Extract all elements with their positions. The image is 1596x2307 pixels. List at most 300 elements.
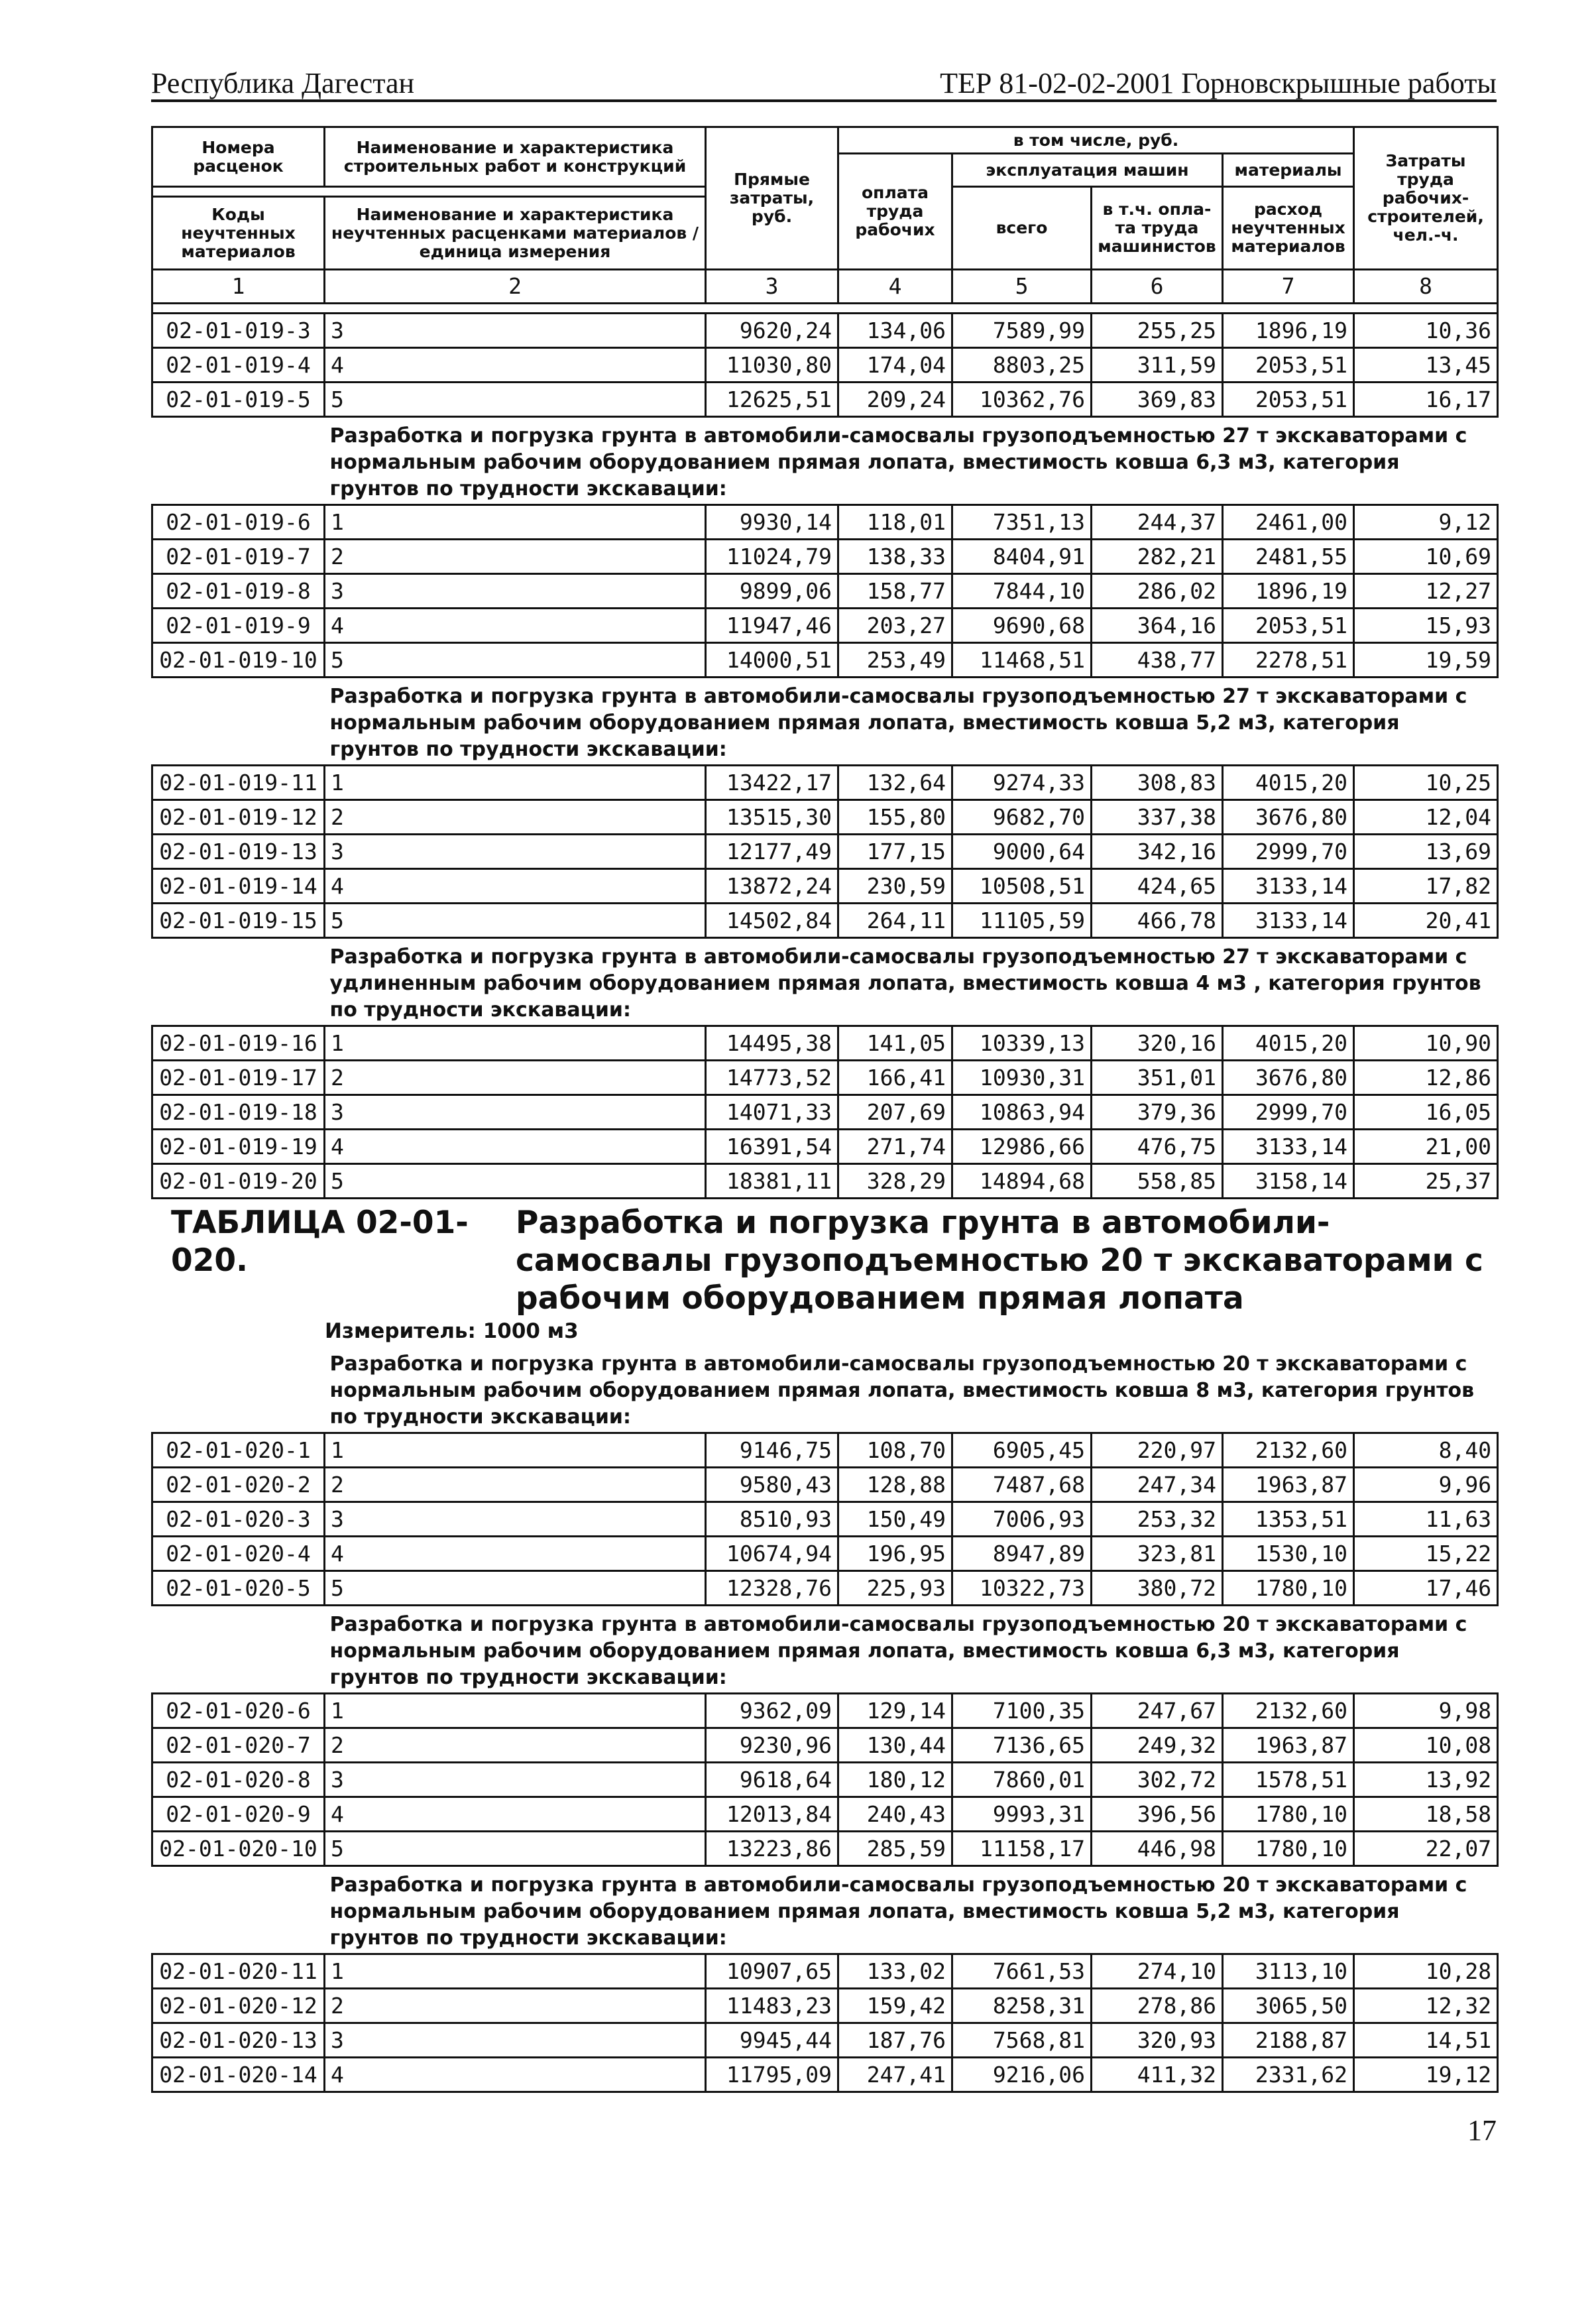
- table-cell: 2999,70: [1223, 1095, 1354, 1130]
- table-cell: 6905,45: [952, 1433, 1092, 1468]
- group-indent: [152, 678, 325, 766]
- group-header-row: [152, 678, 1498, 766]
- table-cell: 13,45: [1354, 348, 1498, 383]
- table-row: [152, 348, 1498, 383]
- table-cell: 1: [325, 1954, 706, 1989]
- table-cell: 2331,62: [1223, 2058, 1354, 2092]
- table-cell: 9690,68: [952, 609, 1092, 643]
- table-row: [152, 1832, 1498, 1866]
- table-cell: 10674,94: [706, 1537, 838, 1571]
- running-header: [151, 66, 1497, 102]
- table-row: [152, 1954, 1498, 1989]
- table-cell: 2053,51: [1223, 348, 1354, 383]
- table-cell: 3: [325, 2023, 706, 2058]
- table-cell: 108,70: [838, 1433, 952, 1468]
- table-cell: 2: [325, 540, 706, 574]
- table-cell: 337,38: [1092, 800, 1223, 835]
- table-row: [152, 2023, 1498, 2058]
- table-cell: 15,93: [1354, 609, 1498, 643]
- table-cell: 320,93: [1092, 2023, 1223, 2058]
- table-cell: 11158,17: [952, 1832, 1092, 1866]
- table-cell: 3133,14: [1223, 904, 1354, 938]
- table-cell: 22,07: [1354, 1832, 1498, 1866]
- table-cell: 9146,75: [706, 1433, 838, 1468]
- col-head-vtom: в том числе, руб.: [838, 127, 1354, 154]
- table-cell: 446,98: [1092, 1832, 1223, 1866]
- table-cell: 1: [325, 1694, 706, 1728]
- table-cell: 351,01: [1092, 1061, 1223, 1095]
- table-cell: 187,76: [838, 2023, 952, 2058]
- table-cell: 380,72: [1092, 1571, 1223, 1606]
- table-cell: 11,63: [1354, 1502, 1498, 1537]
- table-cell: 16391,54: [706, 1130, 838, 1164]
- table-cell: 02-01-019-13: [152, 835, 325, 869]
- table-cell: 14,51: [1354, 2023, 1498, 2058]
- table-cell: 9,96: [1354, 1468, 1498, 1502]
- table-cell: 130,44: [838, 1728, 952, 1763]
- table-cell: 9274,33: [952, 766, 1092, 800]
- table-cell: 411,32: [1092, 2058, 1223, 2092]
- table-cell: 10907,65: [706, 1954, 838, 1989]
- table-title-block: [171, 1204, 1497, 1317]
- table-cell: 466,78: [1092, 904, 1223, 938]
- table-cell: 8510,93: [706, 1502, 838, 1537]
- table-cell: 328,29: [838, 1164, 952, 1199]
- col-num: 5: [952, 270, 1092, 304]
- table-cell: 285,59: [838, 1832, 952, 1866]
- col-head-zatraty: Затраты труда рабочих-строителей, чел.-ч.: [1354, 127, 1498, 270]
- table-cell: 9,12: [1354, 505, 1498, 540]
- table-cell: 128,88: [838, 1468, 952, 1502]
- header-document-code: ТЕР 81-02-02-2001 Горновскрышные работы: [940, 67, 1497, 99]
- header-divider: [152, 304, 1498, 314]
- group-title: Разработка и погрузка грунта в автомобили-самосвалы грузоподъемностью 20 т экскаваторами с нормальным рабочим оборудованием прямая лопата, вместимость ковша 8 м3, категория грунтов по трудности экскавации:: [325, 1346, 1498, 1433]
- table-cell: 02-01-019-8: [152, 574, 325, 609]
- table-cell: 2053,51: [1223, 383, 1354, 417]
- table-cell: 220,97: [1092, 1433, 1223, 1468]
- table-cell: 308,83: [1092, 766, 1223, 800]
- table-cell: 4: [325, 1797, 706, 1832]
- table-cell: 02-01-019-7: [152, 540, 325, 574]
- table-cell: 10362,76: [952, 383, 1092, 417]
- table-cell: 02-01-019-4: [152, 348, 325, 383]
- table-cell: 10,08: [1354, 1728, 1498, 1763]
- table-cell: 2461,00: [1223, 505, 1354, 540]
- table-cell: 1578,51: [1223, 1763, 1354, 1797]
- table-cell: 3: [325, 314, 706, 348]
- table-cell: 11483,23: [706, 1989, 838, 2023]
- table-row: [152, 800, 1498, 835]
- table-row: [152, 2058, 1498, 2092]
- table-cell: 12,27: [1354, 574, 1498, 609]
- table-cell: 12328,76: [706, 1571, 838, 1606]
- table-cell: 2132,60: [1223, 1694, 1354, 1728]
- table-cell: 1963,87: [1223, 1728, 1354, 1763]
- table-cell: 13,92: [1354, 1763, 1498, 1797]
- table-cell: 1780,10: [1223, 1571, 1354, 1606]
- table-row: [152, 1433, 1498, 1468]
- col-head-rashod: расход неучтенных материалов: [1223, 187, 1354, 270]
- table-row: [152, 1468, 1498, 1502]
- table-cell: 247,34: [1092, 1468, 1223, 1502]
- table-cell: 369,83: [1092, 383, 1223, 417]
- table-cell: 5: [325, 383, 706, 417]
- col-head-pryamye: Прямые затраты, руб.: [706, 127, 838, 270]
- table-cell: 240,43: [838, 1797, 952, 1832]
- table-cell: 3113,10: [1223, 1954, 1354, 1989]
- table-cell: 02-01-020-5: [152, 1571, 325, 1606]
- table-cell: 1780,10: [1223, 1797, 1354, 1832]
- col-head-vtch: в т.ч. опла-та труда машинистов: [1092, 187, 1223, 270]
- table-cell: 134,06: [838, 314, 952, 348]
- table-cell: 8258,31: [952, 1989, 1092, 2023]
- table-cell: 17,46: [1354, 1571, 1498, 1606]
- table-cell: 247,41: [838, 2058, 952, 2092]
- col-head-naim1: Наименование и характеристика строительных работ и конструкций: [325, 127, 706, 187]
- table-cell: 379,36: [1092, 1095, 1223, 1130]
- table-cell: 133,02: [838, 1954, 952, 1989]
- group-header-row: [152, 938, 1498, 1026]
- col-head-nomera: Номера расценок: [152, 127, 325, 187]
- table-cell: 342,16: [1092, 835, 1223, 869]
- table-row: [152, 1095, 1498, 1130]
- table-cell: 11947,46: [706, 609, 838, 643]
- table-cell: 17,82: [1354, 869, 1498, 904]
- table-cell: 20,41: [1354, 904, 1498, 938]
- table-cell: 5: [325, 643, 706, 678]
- table-cell: 11030,80: [706, 348, 838, 383]
- table-cell: 271,74: [838, 1130, 952, 1164]
- table-cell: 10,36: [1354, 314, 1498, 348]
- table-cell: 3133,14: [1223, 1130, 1354, 1164]
- table-cell: 1963,87: [1223, 1468, 1354, 1502]
- table-cell: 196,95: [838, 1537, 952, 1571]
- table-cell: 13872,24: [706, 869, 838, 904]
- table-cell: 158,77: [838, 574, 952, 609]
- table-cell: 02-01-019-11: [152, 766, 325, 800]
- table-cell: 4: [325, 869, 706, 904]
- table-cell: 12986,66: [952, 1130, 1092, 1164]
- table-cell: 10,69: [1354, 540, 1498, 574]
- table-cell: 2: [325, 1061, 706, 1095]
- table-cell: 12,86: [1354, 1061, 1498, 1095]
- table-cell: 3676,80: [1223, 800, 1354, 835]
- table-cell: 5: [325, 904, 706, 938]
- table-row: [152, 1164, 1498, 1199]
- group-indent: [152, 1346, 325, 1433]
- table-cell: 7844,10: [952, 574, 1092, 609]
- table-cell: 264,11: [838, 904, 952, 938]
- table-cell: 2: [325, 1468, 706, 1502]
- table-cell: 8803,25: [952, 348, 1092, 383]
- table-cell: 9899,06: [706, 574, 838, 609]
- table-cell: 3: [325, 835, 706, 869]
- header-region: Республика Дагестан: [151, 67, 415, 99]
- table-cell: 9230,96: [706, 1728, 838, 1763]
- col-num: 8: [1354, 270, 1498, 304]
- table-cell: 8404,91: [952, 540, 1092, 574]
- table-cell: 02-01-019-17: [152, 1061, 325, 1095]
- col-head-naim2: Наименование и характеристика неучтенных расценками материалов / единица измерения: [325, 197, 706, 270]
- table-cell: 286,02: [1092, 574, 1223, 609]
- table-cell: 02-01-020-8: [152, 1763, 325, 1797]
- group-header-row: [152, 1346, 1498, 1433]
- table-cell: 02-01-020-4: [152, 1537, 325, 1571]
- table-cell: 9930,14: [706, 505, 838, 540]
- table-cell: 180,12: [838, 1763, 952, 1797]
- table-cell: 2278,51: [1223, 643, 1354, 678]
- table-cell: 320,16: [1092, 1026, 1223, 1061]
- table-cell: 9620,24: [706, 314, 838, 348]
- table-cell: 253,49: [838, 643, 952, 678]
- table-cell: 7487,68: [952, 1468, 1092, 1502]
- table-body: [152, 314, 1498, 1199]
- table-cell: 4: [325, 609, 706, 643]
- table-cell: 5: [325, 1832, 706, 1866]
- table-row: [152, 314, 1498, 348]
- table-row: [152, 1763, 1498, 1797]
- table-cell: 13223,86: [706, 1832, 838, 1866]
- table-cell: 7661,53: [952, 1954, 1092, 1989]
- table-cell: 13422,17: [706, 766, 838, 800]
- table-cell: 1: [325, 1026, 706, 1061]
- table-row: [152, 1989, 1498, 2023]
- table-row: [152, 835, 1498, 869]
- table-row: [152, 1026, 1498, 1061]
- table-cell: 02-01-019-3: [152, 314, 325, 348]
- table-cell: 2481,55: [1223, 540, 1354, 574]
- table-cell: 02-01-019-12: [152, 800, 325, 835]
- table-cell: 10,28: [1354, 1954, 1498, 1989]
- rates-table-02-01-019: [151, 126, 1499, 1199]
- table-row: [152, 1061, 1498, 1095]
- table-cell: 02-01-019-15: [152, 904, 325, 938]
- table-cell: 244,37: [1092, 505, 1223, 540]
- table-cell: 10,90: [1354, 1026, 1498, 1061]
- table-cell: 9580,43: [706, 1468, 838, 1502]
- table-cell: 14773,52: [706, 1061, 838, 1095]
- table-cell: 2132,60: [1223, 1433, 1354, 1468]
- col-num: 6: [1092, 270, 1223, 304]
- table-cell: 1896,19: [1223, 314, 1354, 348]
- table-cell: 02-01-019-18: [152, 1095, 325, 1130]
- table-cell: 138,33: [838, 540, 952, 574]
- table-cell: 02-01-020-12: [152, 1989, 325, 2023]
- table-cell: 1: [325, 1433, 706, 1468]
- table-cell: 12013,84: [706, 1797, 838, 1832]
- table-cell: 396,56: [1092, 1797, 1223, 1832]
- group-indent: [152, 1866, 325, 1954]
- table-cell: 18,58: [1354, 1797, 1498, 1832]
- table-cell: 02-01-019-16: [152, 1026, 325, 1061]
- table-row: [152, 1502, 1498, 1537]
- table-cell: 3676,80: [1223, 1061, 1354, 1095]
- table-cell: 558,85: [1092, 1164, 1223, 1199]
- table-cell: 14000,51: [706, 643, 838, 678]
- table-cell: 7589,99: [952, 314, 1092, 348]
- table-row: [152, 505, 1498, 540]
- table-cell: 14495,38: [706, 1026, 838, 1061]
- group-indent: [152, 417, 325, 505]
- table-cell: 364,16: [1092, 609, 1223, 643]
- table-cell: 02-01-020-11: [152, 1954, 325, 1989]
- table-row: [152, 1797, 1498, 1832]
- header-divider: [152, 187, 706, 197]
- table-cell: 225,93: [838, 1571, 952, 1606]
- table-cell: 11795,09: [706, 2058, 838, 2092]
- table-cell: 118,01: [838, 505, 952, 540]
- table-cell: 18381,11: [706, 1164, 838, 1199]
- table-cell: 02-01-020-13: [152, 2023, 325, 2058]
- table-cell: 10,25: [1354, 766, 1498, 800]
- table-row: [152, 766, 1498, 800]
- col-num: 7: [1223, 270, 1354, 304]
- table-cell: 2188,87: [1223, 2023, 1354, 2058]
- table-cell: 12177,49: [706, 835, 838, 869]
- table-cell: 282,21: [1092, 540, 1223, 574]
- group-title: Разработка и погрузка грунта в автомобили-самосвалы грузоподъемностью 27 т экскаваторами с нормальным рабочим оборудованием прямая лопата, вместимость ковша 5,2 м3, категория грунтов по трудности экскавации:: [325, 678, 1498, 766]
- table-cell: 02-01-019-5: [152, 383, 325, 417]
- table-cell: 11468,51: [952, 643, 1092, 678]
- table-cell: 4015,20: [1223, 1026, 1354, 1061]
- table-cell: 3: [325, 1502, 706, 1537]
- group-header-row: [152, 1606, 1498, 1694]
- table-header: [152, 127, 1498, 314]
- col-num: 3: [706, 270, 838, 304]
- table-cell: 13515,30: [706, 800, 838, 835]
- table-cell: 1780,10: [1223, 1832, 1354, 1866]
- table-cell: 02-01-019-20: [152, 1164, 325, 1199]
- table-cell: 7568,81: [952, 2023, 1092, 2058]
- table-cell: 02-01-019-14: [152, 869, 325, 904]
- table-cell: 323,81: [1092, 1537, 1223, 1571]
- table-cell: 12625,51: [706, 383, 838, 417]
- table-cell: 302,72: [1092, 1763, 1223, 1797]
- col-head-kody: Коды неучтенных материалов: [152, 197, 325, 270]
- table-cell: 141,05: [838, 1026, 952, 1061]
- table-cell: 1896,19: [1223, 574, 1354, 609]
- table-cell: 159,42: [838, 1989, 952, 2023]
- table-row: [152, 1130, 1498, 1164]
- table-cell: 3158,14: [1223, 1164, 1354, 1199]
- table-cell: 7100,35: [952, 1694, 1092, 1728]
- table-cell: 129,14: [838, 1694, 952, 1728]
- group-title: Разработка и погрузка грунта в автомобили-самосвалы грузоподъемностью 27 т экскаваторами с нормальным рабочим оборудованием прямая лопата, вместимость ковша 6,3 м3, категория грунтов по трудности экскавации:: [325, 417, 1498, 505]
- table-cell: 3: [325, 1763, 706, 1797]
- table-cell: 7351,13: [952, 505, 1092, 540]
- table-row: [152, 1694, 1498, 1728]
- col-head-eksp: эксплуатация машин: [952, 154, 1223, 187]
- table-cell: 10508,51: [952, 869, 1092, 904]
- table-cell: 274,10: [1092, 1954, 1223, 1989]
- table-cell: 230,59: [838, 869, 952, 904]
- table-cell: 02-01-019-10: [152, 643, 325, 678]
- table-row: [152, 574, 1498, 609]
- table-cell: 150,49: [838, 1502, 952, 1537]
- table-cell: 10322,73: [952, 1571, 1092, 1606]
- table-cell: 1530,10: [1223, 1537, 1354, 1571]
- table-cell: 10930,31: [952, 1061, 1092, 1095]
- table-cell: 15,22: [1354, 1537, 1498, 1571]
- table-cell: 21,00: [1354, 1130, 1498, 1164]
- table-cell: 25,37: [1354, 1164, 1498, 1199]
- table-cell: 9682,70: [952, 800, 1092, 835]
- table-cell: 9618,64: [706, 1763, 838, 1797]
- table-cell: 02-01-020-9: [152, 1797, 325, 1832]
- group-indent: [152, 938, 325, 1026]
- table-cell: 9,98: [1354, 1694, 1498, 1728]
- table-row: [152, 383, 1498, 417]
- table-cell: 253,32: [1092, 1502, 1223, 1537]
- table-cell: 4: [325, 1130, 706, 1164]
- group-indent: [152, 1606, 325, 1694]
- table-row: [152, 1728, 1498, 1763]
- table-cell: 19,12: [1354, 2058, 1498, 2092]
- table-body: [152, 1346, 1498, 2092]
- table-cell: 247,67: [1092, 1694, 1223, 1728]
- table-cell: 11024,79: [706, 540, 838, 574]
- table-cell: 5: [325, 1571, 706, 1606]
- col-num: 1: [152, 270, 325, 304]
- table-cell: 12,32: [1354, 1989, 1498, 2023]
- table-cell: 9993,31: [952, 1797, 1092, 1832]
- table-number: ТАБЛИЦА 02-01-020.: [171, 1205, 469, 1279]
- table-cell: 16,05: [1354, 1095, 1498, 1130]
- table-cell: 14502,84: [706, 904, 838, 938]
- page-number: 17: [1467, 2114, 1497, 2147]
- col-num: 2: [325, 270, 706, 304]
- table-cell: 13,69: [1354, 835, 1498, 869]
- table-cell: 19,59: [1354, 643, 1498, 678]
- table-cell: 02-01-019-9: [152, 609, 325, 643]
- table-row: [152, 643, 1498, 678]
- table-cell: 4015,20: [1223, 766, 1354, 800]
- table-cell: 2: [325, 800, 706, 835]
- table-cell: 02-01-019-6: [152, 505, 325, 540]
- table-cell: 02-01-020-2: [152, 1468, 325, 1502]
- table-cell: 476,75: [1092, 1130, 1223, 1164]
- table-cell: 2999,70: [1223, 835, 1354, 869]
- table-cell: 2: [325, 1989, 706, 2023]
- table-cell: 3133,14: [1223, 869, 1354, 904]
- table-row: [152, 1571, 1498, 1606]
- table-cell: 12,04: [1354, 800, 1498, 835]
- table-cell: 255,25: [1092, 314, 1223, 348]
- table-cell: 16,17: [1354, 383, 1498, 417]
- table-cell: 7136,65: [952, 1728, 1092, 1763]
- table-row: [152, 609, 1498, 643]
- table-cell: 11105,59: [952, 904, 1092, 938]
- col-num: 4: [838, 270, 952, 304]
- table-cell: 1: [325, 766, 706, 800]
- table-cell: 2: [325, 1728, 706, 1763]
- table-cell: 166,41: [838, 1061, 952, 1095]
- col-head-vsego: всего: [952, 187, 1092, 270]
- table-cell: 132,64: [838, 766, 952, 800]
- table-cell: 9945,44: [706, 2023, 838, 2058]
- table-cell: 174,04: [838, 348, 952, 383]
- table-cell: 7006,93: [952, 1502, 1092, 1537]
- table-cell: 311,59: [1092, 348, 1223, 383]
- table-cell: 424,65: [1092, 869, 1223, 904]
- table-cell: 7860,01: [952, 1763, 1092, 1797]
- measure-unit: Измеритель: 1000 м3: [325, 1319, 579, 1343]
- table-title: Разработка и погрузка грунта в автомобили-самосвалы грузоподъемностью 20 т экскаваторами с рабочим оборудованием прямая лопата: [516, 1205, 1483, 1317]
- table-cell: 3: [325, 1095, 706, 1130]
- table-row: [152, 540, 1498, 574]
- group-title: Разработка и погрузка грунта в автомобили-самосвалы грузоподъемностью 27 т экскаваторами с удлиненным рабочим оборудованием прямая лопата, вместимость ковша 4 м3 , категория грунтов по трудности экскавации:: [325, 938, 1498, 1026]
- table-cell: 1: [325, 505, 706, 540]
